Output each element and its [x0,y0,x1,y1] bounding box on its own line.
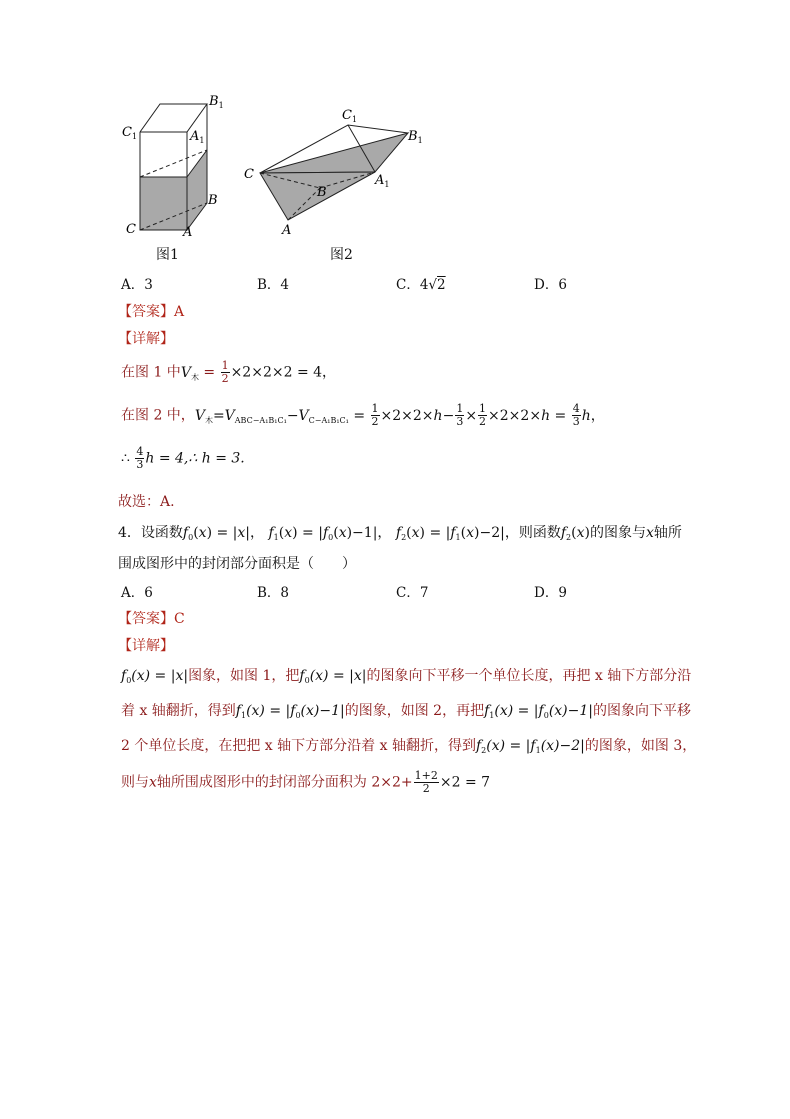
q3-detail-tag: 【详解】 [118,331,174,347]
q3-options [121,273,681,291]
fig2-label-b: B [317,185,327,200]
q4-options [121,581,681,599]
q4-detail-line3: 2 个单位长度，在把把 x 轴下方部分沿着 x 轴翻折，得到$f_2(x) = |f_1(x)-2|$的图象，如图 3， [121,738,697,755]
figure-1-prism [110,90,240,260]
fig1-shaded-front [140,177,187,230]
q3-option-d: D．6 [534,277,567,293]
figure-2-caption: 图2 [330,247,353,263]
q4-answer: 【答案】C [118,611,185,627]
fig2-label-c1: $C_1$ [342,108,358,124]
q4-option-b: B．8 [257,585,290,601]
fig2-label-b1: $B_1$ [408,129,423,145]
fig1-label-b: B [208,193,218,208]
fig1-label-a1: $A_1$ [190,129,205,145]
figure-2-prism [240,100,430,240]
q4-option-d: D．9 [534,585,567,601]
q4-detail-line2: 着 x 轴翻折，得到$f_1(x) = |f_0(x)-1|$的图象，如图 2，再把$f_1(x) = |f_0(x)-1|$的图象向下平移 [121,703,691,720]
q4-option-a: A．6 [121,585,153,601]
fig1-top-face [140,104,207,132]
fig2-label-c: C [244,167,254,182]
q4-detail-tag: 【详解】 [118,638,174,654]
fig2-label-a: A [282,223,292,238]
fig2-shaded-face [260,133,408,173]
q3-option-b: B．4 [257,277,290,293]
q3-detail-line3: ∴ $\frac{4}{3}$ h = 4,∴ h = 3. [121,445,245,471]
q4-detail-line1: $f_0(x) = |x|$图象，如图 1，把$f_0(x) = |x|$的图象向下平移一个单位长度，再把 x 轴下方部分沿 [121,668,692,685]
fig1-label-c1: $C_1$ [122,125,138,141]
fig1-label-c: C [126,222,136,237]
q4-option-c: C．7 [396,585,429,601]
q3-conclusion: 故选：A. [118,494,175,510]
fig1-label-b1: $B_1$ [209,94,224,110]
q3-answer: 【答案】A [118,304,185,320]
q4-stem-line2: 围成图形中的封闭部分面积是（ ） [118,556,356,572]
fig1-shaded-side [187,150,207,230]
fig1-label-a: A [183,225,193,240]
fig2-label-a1: $A_1$ [375,173,390,189]
q3-option-c: C．4√2 [396,277,446,293]
sqrt-icon: √ [428,277,438,293]
figure-1-caption: 图1 [156,247,179,263]
q4-stem-line1: 4．设函数$f_0(x) = |x|$， $f_1(x) = |f_0(x)-1|$， $f_2(x) = |f_1(x)-2|$，则函数$f_2(x)$的图象与x轴所 [118,525,682,542]
q3-detail-line2: 在图 2 中，$V_木=V_{ABC-A_1B_1C_1}-V_{C-A_1B_1C_1}$ = $\frac{1}{2}$ ×2×2×h− $\frac{1}{3}$ × $\frac{1}{2}$ ×2×2×h = $\frac{4}{3}$ h， [121,402,605,428]
q3-detail-line1: 在图 1 中$V_木$ = $\frac{1}{2}$ ×2×2×2 = 4， [121,359,337,385]
q4-detail-line4: 则与x轴所围成图形中的封闭部分面积为 2×2+ $\frac{1+2}{2}$ ×2 = 7 [121,769,491,795]
q3-option-a: A．3 [121,277,153,293]
